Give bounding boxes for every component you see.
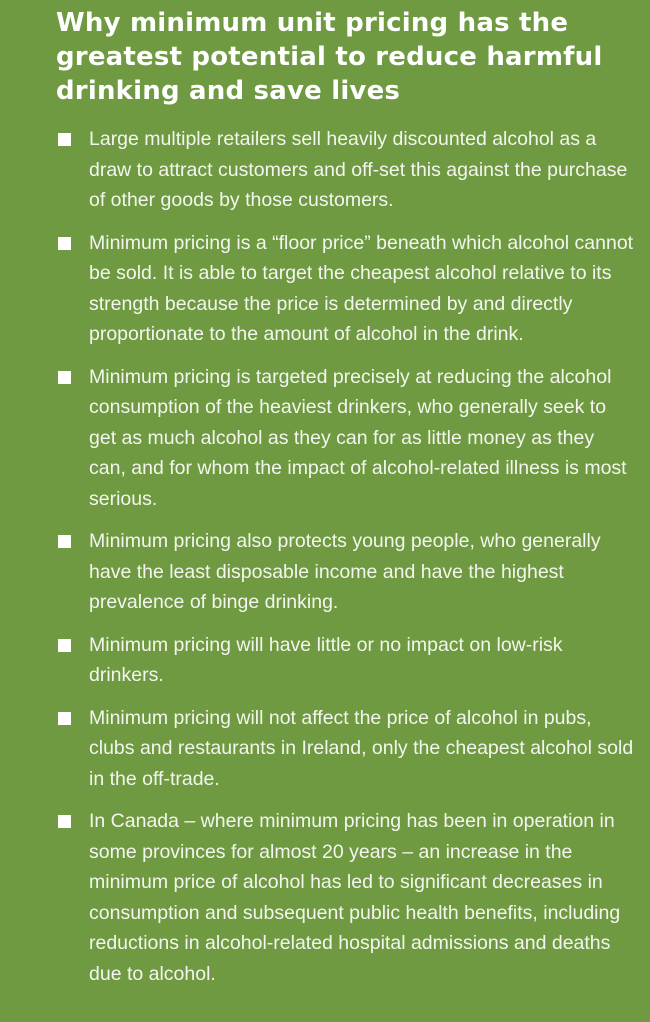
square-bullet-icon bbox=[58, 133, 71, 146]
bullet-list bbox=[56, 124, 636, 989]
square-bullet-icon bbox=[58, 371, 71, 384]
list-item-text: Minimum pricing is a “floor price” beneath which alcohol cannot be sold. It is able to target the cheapest alcohol relative to its strength because the price is determined by and directly proportionate to the amount of alcohol in the drink. bbox=[89, 231, 634, 345]
square-bullet-icon bbox=[58, 639, 71, 652]
square-bullet-icon bbox=[58, 535, 71, 548]
list-item-text: Minimum pricing will have little or no impact on low-risk drinkers. bbox=[89, 633, 563, 686]
list-item bbox=[56, 124, 636, 216]
square-bullet-icon bbox=[58, 237, 71, 250]
list-item bbox=[56, 703, 636, 795]
list-item-text: Minimum pricing also protects young people, who generally have the least disposable income and have the highest prevalence of binge drinking. bbox=[89, 530, 601, 613]
list-item bbox=[56, 526, 636, 618]
list-item bbox=[56, 228, 636, 350]
list-item-text: In Canada – where minimum pricing has been in operation in some provinces for almost 20 years – an increase in the minimum price of alcohol has led to significant decreases in consumption and subsequent public health benefits, including reductions in alcohol-related hospital admissions and deaths due to alcohol. bbox=[89, 810, 621, 985]
square-bullet-icon bbox=[58, 712, 71, 725]
square-bullet-icon bbox=[58, 815, 71, 828]
list-item bbox=[56, 806, 636, 989]
list-item-text: Large multiple retailers sell heavily discounted alcohol as a draw to attract customers and off-set this against the purchase of other goods by those customers. bbox=[89, 128, 628, 211]
panel-heading: Why minimum unit pricing has the greatest potential to reduce harmful drinking and save lives bbox=[56, 8, 603, 106]
list-item bbox=[56, 362, 636, 515]
list-item bbox=[56, 630, 636, 691]
list-item-text: Minimum pricing will not affect the price of alcohol in pubs, clubs and restaurants in Ireland, only the cheapest alcohol sold in the off-trade. bbox=[89, 706, 634, 790]
list-item-text: Minimum pricing is targeted precisely at reducing the alcohol consumption of the heaviest drinkers, who generally seek to get as much alcohol as they can for as little money as they can, and for whom the impact of alcohol-related illness is most serious. bbox=[89, 365, 627, 510]
